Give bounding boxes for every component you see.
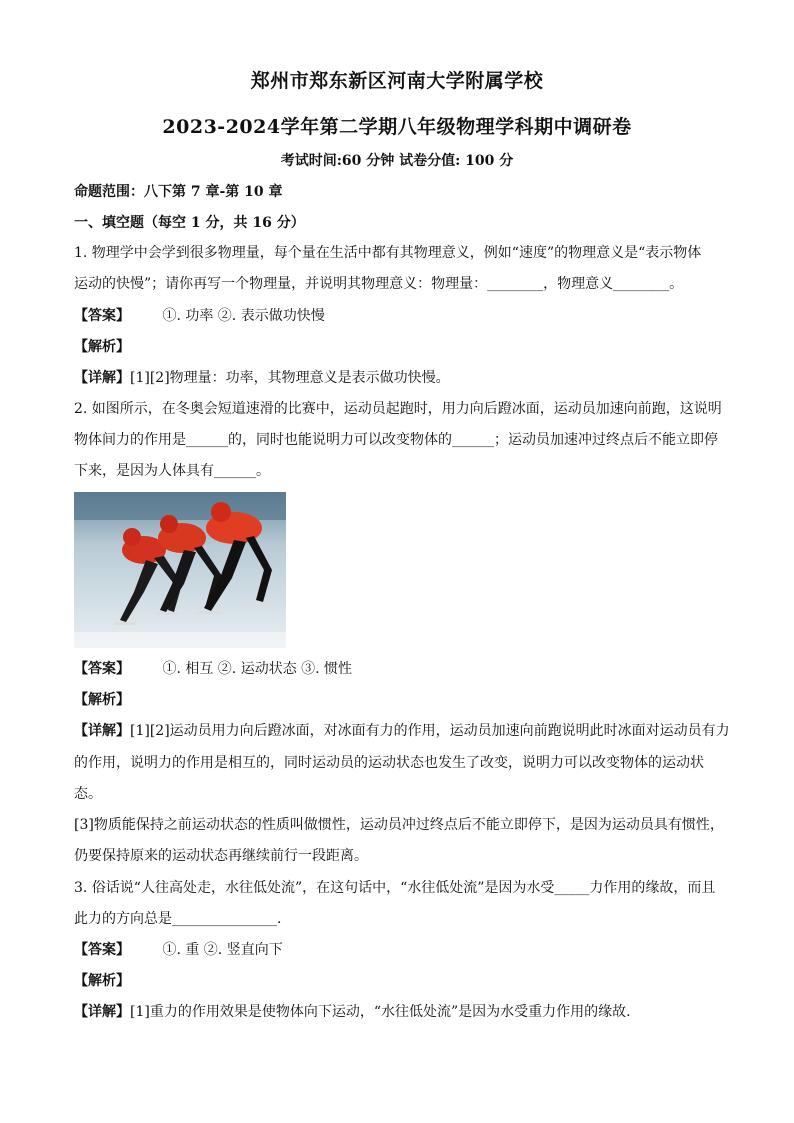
detail-tag: 【详解】 xyxy=(74,1004,130,1020)
scope-line: 命题范围：八下第 7 章-第 10 章 xyxy=(74,184,283,200)
answer-tag: 【答案】 xyxy=(74,661,130,677)
q2-detail-3: 态。 xyxy=(74,786,102,802)
section-heading: 一、填空题（每空 1 分，共 16 分） xyxy=(74,215,305,231)
answer-tag: 【答案】 xyxy=(74,942,130,958)
q2-line-3: 下来，是因为人体具有______。 xyxy=(74,463,270,479)
q2-line-1: 2. 如图所示，在冬奥会短道速滑的比赛中，运动员起跑时，用力向后蹬冰面，运动员加速向前跑，这说明 xyxy=(74,401,722,417)
q2-detail-4: [3]物质能保持之前运动状态的性质叫做惯性，运动员冲过终点后不能立即停下，是因为运动员具有惯性， xyxy=(74,817,724,833)
q1-analysis-tag: 【解析】 xyxy=(74,339,130,355)
q2-line-2: 物体间力的作用是______的，同时也能说明力可以改变物体的______；运动员加速冲过终点后不能立即停 xyxy=(74,432,718,448)
q1-answer: ①. 功率 ②. 表示做功快慢 xyxy=(162,308,325,324)
q3-line-1: 3. 俗话说“人往高处走，水往低处流”，在这句话中，“水往低处流”是因为水受_____力作用的缘故，而且 xyxy=(74,880,716,896)
q1-line-1: 1. 物理学中会学到很多物理量，每个量在生活中都有其物理意义，例如“速度”的物理意义是“表示物体 xyxy=(74,245,702,261)
q2-answer: ①. 相互 ②. 运动状态 ③. 惯性 xyxy=(162,661,353,677)
detail-tag: 【详解】 xyxy=(74,723,130,739)
exam-title: 2023-2024学年第二学期八年级物理学科期中调研卷 xyxy=(162,116,632,138)
answer-tag: 【答案】 xyxy=(74,308,130,324)
q3-line-2: 此力的方向总是_______________. xyxy=(74,911,282,927)
q1-answer-row xyxy=(74,306,724,326)
q2-detail-1: [1][2]运动员用力向后蹬冰面，对冰面有力的作用，运动员加速向前跑说明此时冰面对运动员有力 xyxy=(130,723,730,739)
q3-answer-row xyxy=(74,940,724,960)
exam-meta: 考试时间:60 分钟 试卷分值: 100 分 xyxy=(280,153,514,169)
q1-detail: [1][2]物理量：功率，其物理意义是表示做功快慢。 xyxy=(130,370,450,386)
school-title: 郑州市郑东新区河南大学附属学校 xyxy=(250,70,544,92)
q3-detail: [1]重力的作用效果是使物体向下运动，“水往低处流”是因为水受重力作用的缘故. xyxy=(130,1004,631,1020)
q2-analysis-tag: 【解析】 xyxy=(74,692,130,708)
speed-skating-photo xyxy=(74,492,286,648)
q1-line-2: 运动的快慢”；请你再写一个物理量，并说明其物理意义：物理量：________，物理意义________。 xyxy=(74,276,684,292)
q2-detail-5: 仍要保持原来的运动状态再继续前行一段距离。 xyxy=(74,848,368,864)
q2-answer-row xyxy=(74,659,724,679)
q2-detail-2: 的作用，说明力的作用是相互的，同时运动员的运动状态也发生了改变，说明力可以改变物体的运动状 xyxy=(74,755,704,771)
detail-tag: 【详解】 xyxy=(74,370,130,386)
q3-detail-row xyxy=(74,1002,724,1022)
q3-answer: ①. 重 ②. 竖直向下 xyxy=(162,942,283,958)
q2-detail-row xyxy=(74,721,730,741)
speed-skaters-image xyxy=(74,492,286,648)
q1-detail-row xyxy=(74,368,724,388)
q3-analysis-tag: 【解析】 xyxy=(74,973,130,989)
